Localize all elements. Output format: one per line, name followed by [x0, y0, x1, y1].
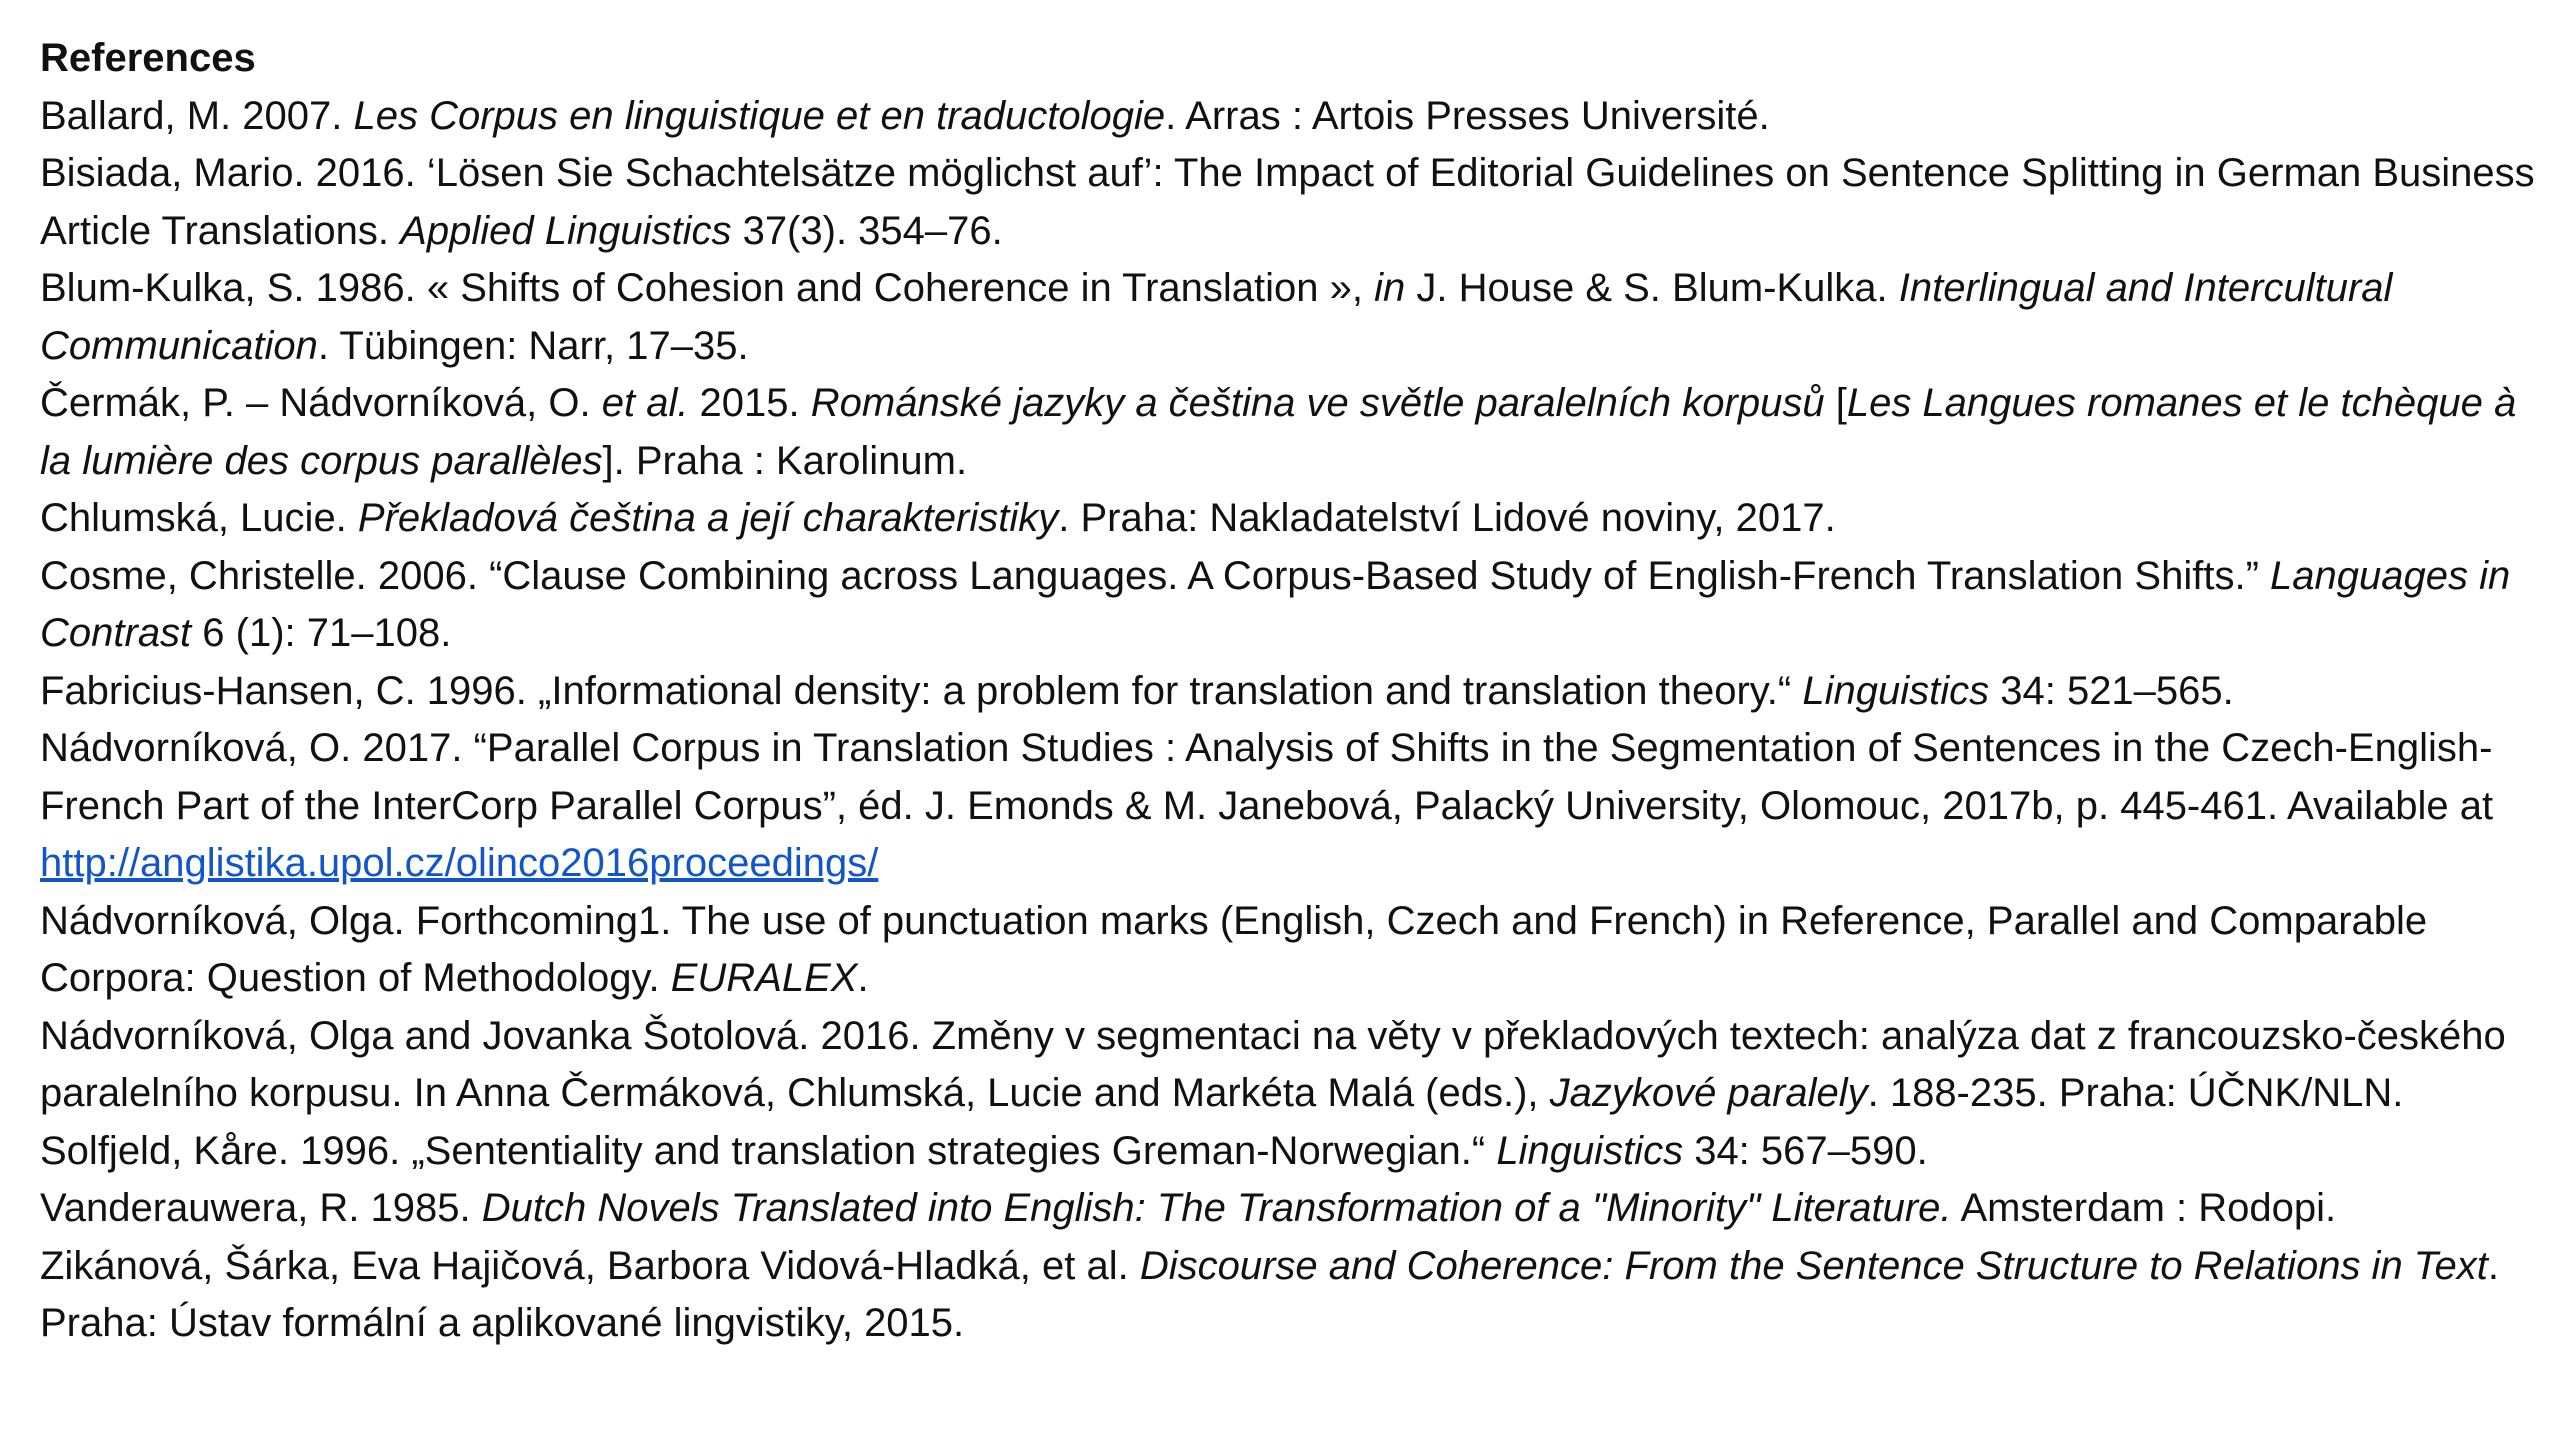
reference-solfjeld — [40, 1123, 2540, 1181]
ref-italic: in — [1374, 266, 1406, 310]
ref-text: . Praha: Nakladatelství Lidové noviny, 2017. — [1058, 496, 1836, 540]
ref-text: 34: 567–590. — [1683, 1128, 1928, 1173]
ref-title: Applied Linguistics — [400, 208, 732, 253]
ref-text: Ballard, M. 2007. — [40, 93, 354, 138]
ref-text: . 188-235. Praha: ÚČNK/NLN. — [1867, 1071, 2404, 1115]
ref-italic: et al. — [601, 381, 689, 425]
ref-title: Linguistics — [1496, 1128, 1684, 1173]
ref-text: . Praha: Ústav formální a aplikované lingvistiky, 2015. — [40, 1243, 2500, 1345]
ref-title: Dutch Novels Translated into English: The Transformation of a "Minority" Literature. — [481, 1186, 1952, 1230]
reference-nadvornikova-2017 — [40, 720, 2540, 893]
ref-title: Discourse and Coherence: From the Sentence Structure to Relations in Text — [1139, 1243, 2488, 1288]
ref-text: Chlumská, Lucie. — [40, 496, 358, 540]
ref-title: Les Corpus en linguistique et en traductologie — [353, 93, 1166, 138]
ref-text: Blum-Kulka, S. 1986. « Shifts of Cohesion and Coherence in Translation », — [40, 266, 1375, 310]
ref-text: Zikánová, Šárka, Eva Hajičová, Barbora Vidová-Hladká, et al. — [40, 1243, 1140, 1288]
reference-blum-kulka — [40, 260, 2540, 375]
ref-title: Jazykové paralely — [1549, 1071, 1868, 1115]
ref-title: Interlingual and Intercultural Communication — [40, 266, 2393, 368]
reference-fabricius-hansen — [40, 663, 2540, 721]
references-slide — [40, 30, 2540, 1440]
ref-text: J. House & S. Blum-Kulka. — [1405, 266, 1899, 310]
reference-nadvornikova-sotolova — [40, 1008, 2540, 1123]
references-heading: References — [40, 36, 256, 80]
ref-text: . Tübingen: Narr, 17–35. — [317, 323, 749, 368]
ref-text: Bisiada, Mario. 2016. ‘Lösen Sie Schachtelsätze möglichst auf’: The Impact of Editorial Guidelines on Sentence Splitting in German Business Article Translations. — [40, 151, 2535, 253]
reference-cermak — [40, 375, 2540, 490]
ref-text: Nádvorníková, Olga and Jovanka Šotolová. 2016. Změny v segmentaci na věty v překladových textech: analýza dat z francouzsko-českého paralelního korpusu. In Anna Čermáková, Chlumská, Lucie and Markéta Malá (eds.), — [40, 1013, 2506, 1115]
ref-text: ]. Praha : Karolinum. — [602, 438, 968, 483]
ref-text: . Arras : Artois Presses Université. — [1165, 93, 1770, 138]
ref-text: Solfjeld, Kåre. 1996. „Sententiality and translation strategies Greman-Norwegian.“ — [40, 1128, 1497, 1173]
ref-text: 37(3). 354–76. — [731, 208, 1003, 253]
ref-text: Nádvorníková, Olga. Forthcoming1. The use of punctuation marks (English, Czech and French) in Reference, Parallel and Comparable Corpora: Question of Methodology. — [40, 898, 2428, 1000]
ref-title: Linguistics — [1802, 668, 1990, 713]
ref-text: Fabricius-Hansen, C. 1996. „Informational density: a problem for translation and translation theory.“ — [40, 668, 1803, 713]
reference-ballard — [40, 88, 2540, 146]
ref-text: Nádvorníková, O. 2017. “Parallel Corpus in Translation Studies : Analysis of Shifts in the Segmentation of Sentences in the Czech-English-French Part of the InterCorp Parallel Corpus”, éd. J. Emonds & M. Janebová, Palacký University, Olomouc, 2017b, p. 445-461. Available at — [40, 726, 2494, 828]
reference-bisiada — [40, 145, 2540, 260]
ref-title: Překladová čeština a její charakteristiky — [357, 496, 1059, 540]
ref-text: Vanderauwera, R. 1985. — [40, 1186, 482, 1230]
ref-text: Amsterdam : Rodopi. — [1951, 1186, 2337, 1230]
reference-cosme — [40, 548, 2540, 663]
reference-chlumska — [40, 490, 2540, 548]
ref-title: EURALEX — [670, 956, 858, 1000]
reference-vanderauwera — [40, 1180, 2540, 1238]
ref-text: 2015. — [688, 381, 811, 425]
reference-nadvornikova-forthcoming — [40, 893, 2540, 1008]
ref-text: Čermák, P. – Nádvorníková, O. — [40, 381, 602, 425]
ref-title: Languages in Contrast — [40, 553, 2511, 655]
ref-text: 34: 521–565. — [1989, 668, 2234, 713]
reference-zikanova — [40, 1238, 2540, 1353]
ref-title: Románské jazyky a čeština ve světle paralelních korpusů — [810, 381, 1825, 425]
ref-text: [ — [1824, 381, 1847, 425]
ref-text: 6 (1): 71–108. — [191, 611, 452, 655]
proceedings-link[interactable]: http://anglistika.upol.cz/olinco2016proceedings/ — [40, 841, 879, 885]
ref-text: . — [857, 956, 869, 1000]
ref-text: Cosme, Christelle. 2006. “Clause Combining across Languages. A Corpus-Based Study of English-French Translation Shifts.” — [40, 553, 2270, 598]
ref-title-translation: Les Langues romanes et le tchèque à la lumière des corpus parallèles — [40, 381, 2517, 483]
